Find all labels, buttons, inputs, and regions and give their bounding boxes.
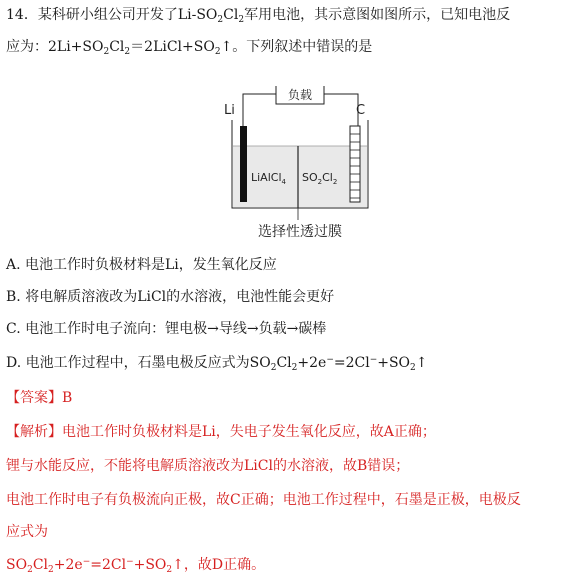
answer-line xyxy=(6,389,72,407)
carbon-electrode-label: C xyxy=(356,103,366,118)
solution-right-label: $SO_2Cl_2$ xyxy=(302,171,338,186)
load-label: 负载 xyxy=(287,88,313,102)
analysis-label: 【解析】 xyxy=(6,424,62,440)
option-c: C. 电池工作时电子流向：锂电极→导线→负载→碳棒 xyxy=(6,321,327,337)
battery-diagram xyxy=(200,86,400,246)
analysis-line4: 应式为 xyxy=(6,524,48,540)
analysis-line5: $SO_2Cl_2+2e^-=2Cl^-+SO_2↑$，故D正确。 xyxy=(6,557,266,575)
membrane-label: 选择性透过膜 xyxy=(258,224,342,240)
solution-left-label: LiAlCl$_4$ xyxy=(251,171,286,186)
li-electrode xyxy=(240,126,247,202)
option-d: D. 电池工作过程中，石墨电极反应式为$SO_2Cl_2+2e^-=2Cl^-+SO_2↑$ xyxy=(6,355,428,373)
analysis-line1: 【解析】电池工作时负极材料是Li，失电子发生氧化反应，故A正确； xyxy=(6,424,436,440)
question-number: 14． xyxy=(6,7,38,23)
answer-value: B xyxy=(62,390,73,406)
carbon-electrode xyxy=(350,126,360,202)
question-stem-line1: 14．某科研小组公司开发了$Li-SO_2Cl_2$军用电池，其示意图如图所示，已知电池反 xyxy=(6,7,511,25)
option-a: A. 电池工作时负极材料是Li，发生氧化反应 xyxy=(6,257,277,273)
question-stem-line2: 应为：$2Li+SO_2Cl_2=2LiCl+SO_2↑$。下列叙述中错误的是 xyxy=(6,39,373,57)
analysis-line2: 锂与水能反应，不能将电解质溶液改为LiCl的水溶液，故B错误； xyxy=(6,458,410,474)
li-electrode-label: Li xyxy=(224,103,235,118)
analysis-line3: 电池工作时电子有负极流向正极，故C正确；电池工作过程中，石墨是正极，电极反 xyxy=(6,492,521,508)
answer-label: 【答案】 xyxy=(6,390,62,406)
option-b: B. 将电解质溶液改为LiCl的水溶液，电池性能会更好 xyxy=(6,289,335,305)
